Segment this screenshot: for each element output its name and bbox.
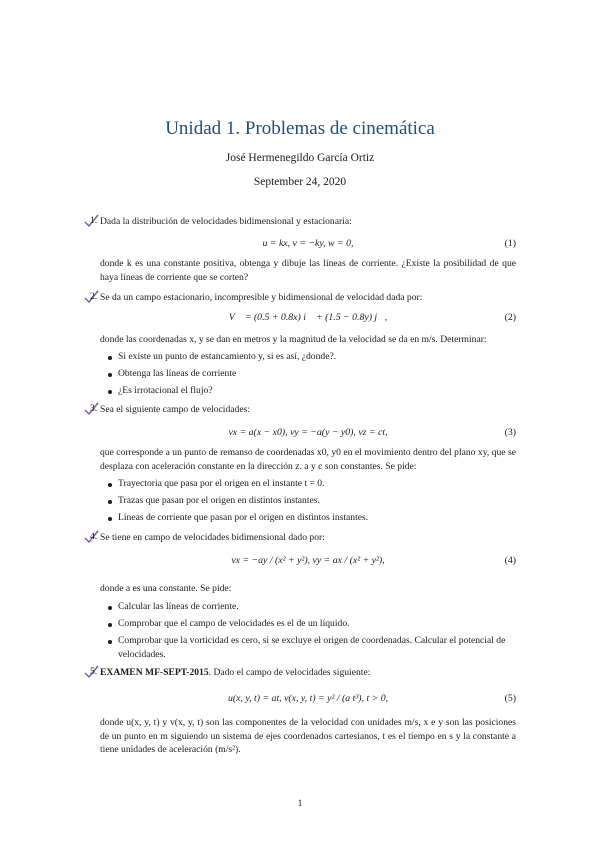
author-name: José Hermenegildo García Ortiz [225, 152, 375, 164]
problem-3-statement: Sea el siguiente campo de velocidades: [100, 404, 250, 415]
equation-5 [100, 693, 516, 704]
problem-2-bullet-1: Si existe un punto de estancamiento y, si es así, ¿donde?. [118, 351, 337, 362]
equation-1-number: (1) [504, 238, 516, 249]
problem-4-bullet-3: Comprobar que la vorticidad es cero, si se excluye el origen de coordenadas. Calcular el potencial de velocidades. [118, 635, 506, 660]
problem-2-statement: Se da un campo estacionario, incompresible y bidimensional de velocidad dada por: [100, 292, 423, 303]
bullet-dot [108, 623, 112, 627]
problem-1-followup: donde k es una constante positiva, obtenga y dibuje las líneas de corriente. ¿Existe la posibilidad de que haya líneas de corriente que se corten? [100, 258, 516, 283]
bullet-dot [108, 517, 112, 521]
equation-4-number: (4) [504, 555, 516, 566]
bullet-dot [108, 390, 112, 394]
exam-label: EXAMEN MF-SEPT-2015 [100, 667, 209, 678]
bullet-dot [108, 500, 112, 504]
equation-5-number: (5) [504, 693, 516, 704]
problem-4-statement: Se tiene en campo de velocidades bidimensional dado por: [100, 532, 325, 543]
equation-1-body: u = kx, v = −ky, w = 0, [262, 238, 354, 249]
equation-2 [100, 312, 516, 323]
equation-3-number: (3) [504, 427, 516, 438]
problem-3-followup: que corresponde a un punto de remanso de coordenadas x0, y0 en el movimiento dentro del plano xy, que se desplaza con aceleración constante en la dirección z. a y c son constantes. Se pide: [100, 447, 516, 472]
problem-1-statement: Dada la distribución de velocidades bidimensional y estacionaria: [100, 216, 352, 227]
problem-2-bullet-2: Obtenga las líneas de corriente [118, 368, 237, 379]
bullet-dot [108, 356, 112, 360]
equation-4 [100, 555, 516, 566]
equation-4-body: vx = −ay / (x² + y²), vy = ax / (x² + y²), [231, 555, 385, 566]
equation-2-body: V⃗ = (0.5 + 0.8x) i⃗ + (1.5 − 0.8y) j⃗, [228, 312, 388, 323]
problem-5-statement [100, 666, 516, 680]
problem-4-followup: donde a es una constante. Se pide: [100, 583, 232, 594]
problem-5-number: 5. [90, 666, 98, 677]
bullet-dot [108, 606, 112, 610]
equation-1 [100, 238, 516, 249]
equation-3-body: vx = a(x − x0), vy = −a(y − y0), vz = ct, [228, 427, 388, 438]
document-date: September 24, 2020 [253, 176, 347, 188]
problem-4-bullet-2: Comprobar que el campo de velocidades es el de un líquido. [118, 618, 350, 629]
problem-3-bullet-2: Trazas que pasan por el origen en distintos instantes. [118, 495, 320, 506]
problem-3-bullet-1: Trayectoria que pasa por el origen en el instante t = 0. [118, 478, 325, 489]
problem-4-bullet-1: Calcular las líneas de corriente. [118, 601, 239, 612]
document-title: Unidad 1. Problemas de cinemática [165, 118, 435, 139]
bullet-dot [108, 640, 112, 644]
problem-2-bullet-3: ¿Es irrotacional el flujo? [118, 385, 213, 396]
problem-2-followup: donde las coordenadas x, y se dan en metros y la magnitud de la velocidad se da en m/s. Determinar: [100, 334, 487, 345]
equation-3 [100, 427, 516, 438]
problem-3-bullet-3: Líneas de corriente que pasan por el origen en distintos instantes. [118, 512, 369, 523]
problem-2-number: 2. [90, 291, 98, 302]
problem-1-number: 1. [90, 215, 98, 226]
page-number: 1 [297, 798, 303, 809]
problem-3-number: 3. [90, 403, 98, 414]
bullet-dot [108, 373, 112, 377]
bullet-dot [108, 483, 112, 487]
equation-5-body: u(x, y, t) = at, v(x, y, t) = y² / (a t³), t > 0, [227, 693, 389, 704]
problem-5-followup: donde u(x, y, t) y v(x, y, t) son las componentes de la velocidad con unidades m/s, x e y son las posiciones de un punto en m siguiendo un sistema de ejes coordenados cartesianos, t es el tiempo en s y la constante a tiene unidades de aceleración (m/s²). [100, 717, 516, 756]
problem-5-text: . Dado el campo de velocidades siguiente: [208, 667, 371, 678]
problem-4-number: 4. [90, 531, 98, 542]
equation-2-number: (2) [504, 312, 516, 323]
